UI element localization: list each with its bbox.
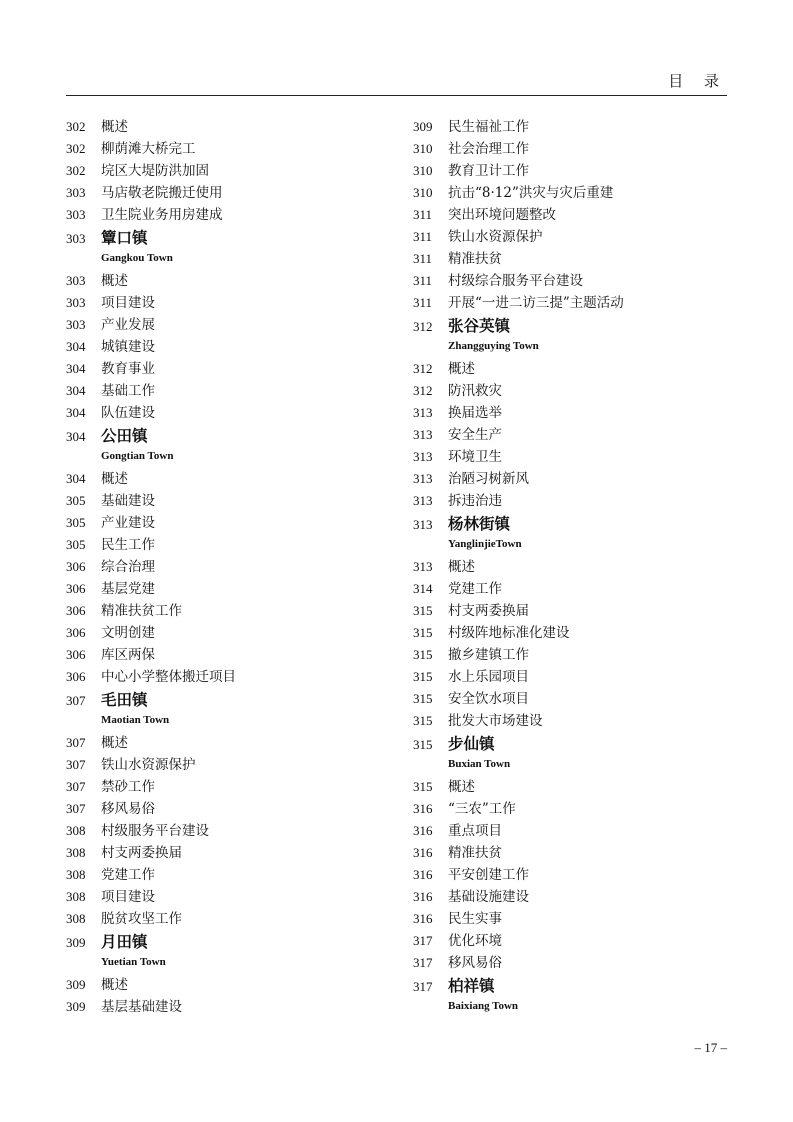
toc-page-number: 308 (66, 867, 86, 882)
toc-entry-title: 基础建设 (101, 493, 155, 509)
toc-page-number: 309 (66, 935, 86, 950)
toc-page-number: 303 (66, 317, 86, 332)
toc-town-heading[interactable] (66, 226, 366, 250)
toc-entry[interactable] (66, 556, 366, 578)
toc-page-number: 316 (413, 823, 433, 838)
toc-page-number: 309 (66, 977, 86, 992)
toc-page-number: 316 (413, 867, 433, 882)
toc-page-number: 304 (66, 429, 86, 444)
toc-entry[interactable] (66, 292, 366, 314)
toc-entry-title: 基层基础建设 (101, 999, 182, 1015)
toc-page-number: 308 (66, 823, 86, 838)
toc-town-heading[interactable] (413, 732, 713, 756)
toc-page-number: 312 (413, 383, 433, 398)
toc-entry-title: 柳荫滩大桥完工 (101, 141, 196, 157)
toc-entry[interactable] (413, 160, 713, 182)
toc-page-number: 308 (66, 911, 86, 926)
toc-page-number: 306 (66, 647, 86, 662)
toc-entry-title: 概述 (448, 361, 475, 377)
toc-page-number: 305 (66, 515, 86, 530)
toc-page-number: 303 (66, 231, 86, 246)
toc-entry-title: 民生实事 (448, 911, 502, 927)
toc-entry[interactable] (66, 798, 366, 820)
toc-entry-title: 社会治理工作 (448, 141, 529, 157)
toc-town-english-name: Yuetian Town (101, 956, 166, 968)
toc-town-name: 张谷英镇 (448, 317, 511, 335)
toc-entry[interactable] (413, 666, 713, 688)
toc-page-number: 316 (413, 911, 433, 926)
toc-entry[interactable] (413, 842, 713, 864)
toc-entry[interactable] (413, 424, 713, 446)
toc-page-number: 313 (413, 405, 433, 420)
toc-town-name: 公田镇 (101, 427, 148, 445)
toc-entry-title: 城镇建设 (101, 339, 155, 355)
toc-page-number: 304 (66, 361, 86, 376)
toc-page-number: 313 (413, 449, 433, 464)
toc-entry[interactable] (66, 754, 366, 776)
toc-entry[interactable] (66, 336, 366, 358)
toc-town-name: 簟口镇 (101, 229, 148, 247)
toc-entry[interactable] (66, 776, 366, 798)
toc-entry-title: 中心小学整体搬迁项目 (101, 669, 236, 685)
toc-entry[interactable] (413, 490, 713, 512)
toc-entry-title: 综合治理 (101, 559, 155, 575)
toc-entry-title: 铁山水资源保护 (448, 229, 543, 245)
toc-entry-title: 垸区大堤防洪加固 (101, 163, 209, 179)
toc-page-number: 313 (413, 559, 433, 574)
toc-entry[interactable] (66, 380, 366, 402)
toc-entry-title: 重点项目 (448, 823, 502, 839)
toc-entry-title: 优化环境 (448, 933, 502, 949)
toc-page-number: 302 (66, 119, 86, 134)
toc-page-number: 313 (413, 471, 433, 486)
toc-entry-title: 产业建设 (101, 515, 155, 531)
toc-town-heading[interactable] (66, 688, 366, 712)
toc-entry[interactable] (413, 578, 713, 600)
toc-entry[interactable] (413, 776, 713, 798)
toc-town-name: 步仙镇 (448, 735, 495, 753)
toc-entry[interactable] (413, 446, 713, 468)
toc-town-english-name: YanglinjieTown (448, 538, 522, 550)
toc-page-number: 311 (413, 229, 433, 244)
toc-page-number: 306 (66, 581, 86, 596)
toc-entry-title: 批发大市场建设 (448, 713, 543, 729)
toc-page-number: 307 (66, 801, 86, 816)
toc-entry-title: 队伍建设 (101, 405, 155, 421)
toc-entry-title: 拆违治违 (448, 493, 502, 509)
toc-entry-title: 概述 (101, 735, 128, 751)
toc-entry-title: 产业发展 (101, 317, 155, 333)
toc-entry[interactable] (413, 204, 713, 226)
toc-page-number: 314 (413, 581, 433, 596)
toc-entry-title: 撤乡建镇工作 (448, 647, 529, 663)
toc-entry[interactable] (66, 622, 366, 644)
toc-entry-title: 概述 (448, 779, 475, 795)
toc-page-number: 317 (413, 933, 433, 948)
toc-entry[interactable] (66, 578, 366, 600)
toc-entry[interactable] (66, 160, 366, 182)
toc-entry-title: 突出环境问题整改 (448, 207, 556, 223)
toc-page-number: 315 (413, 779, 433, 794)
toc-entry[interactable] (413, 600, 713, 622)
toc-left-column (66, 116, 366, 1018)
toc-page-number: 317 (413, 979, 433, 994)
toc-entry-title: 精准扶贫 (448, 251, 502, 267)
toc-page-number: 308 (66, 889, 86, 904)
toc-town-name: 月田镇 (101, 933, 148, 951)
toc-entry[interactable] (66, 974, 366, 996)
toc-entry-title: 治陋习树新风 (448, 471, 529, 487)
toc-entry[interactable] (413, 380, 713, 402)
toc-entry-title: 换届选举 (448, 405, 502, 421)
toc-entry-title: 平安创建工作 (448, 867, 529, 883)
toc-page-number: 311 (413, 295, 433, 310)
toc-page-number: 306 (66, 625, 86, 640)
toc-page-number: 315 (413, 713, 433, 728)
toc-entry[interactable] (413, 864, 713, 886)
toc-page-number: 310 (413, 185, 433, 200)
toc-entry-title: 概述 (448, 559, 475, 575)
toc-entry[interactable] (66, 116, 366, 138)
toc-entry-title: 马店敬老院搬迁使用 (101, 185, 223, 201)
toc-town-english-name: Maotian Town (101, 714, 170, 726)
toc-page-number: 307 (66, 693, 86, 708)
toc-town-english-name: Gangkou Town (101, 252, 173, 264)
toc-town-english-name: Zhangguying Town (448, 340, 539, 352)
toc-page-number: 312 (413, 319, 433, 334)
toc-entry[interactable] (66, 468, 366, 490)
toc-entry-title: 文明创建 (101, 625, 155, 641)
toc-entry-title: 卫生院业务用房建成 (101, 207, 223, 223)
toc-entry[interactable] (413, 556, 713, 578)
toc-page-number: 315 (413, 737, 433, 752)
toc-entry-title: 水上乐园项目 (448, 669, 529, 685)
toc-entry-title: 党建工作 (448, 581, 502, 597)
toc-entry-title: 开展“一进二访三提”主题活动 (448, 295, 624, 311)
toc-page-number: 316 (413, 889, 433, 904)
toc-entry-title: 禁砂工作 (101, 779, 155, 795)
toc-page-number: 304 (66, 405, 86, 420)
toc-entry[interactable] (413, 116, 713, 138)
toc-page-number: 310 (413, 141, 433, 156)
toc-entry[interactable] (66, 908, 366, 930)
toc-entry[interactable] (66, 204, 366, 226)
toc-entry-title: 概述 (101, 977, 128, 993)
toc-entry-title: 基础工作 (101, 383, 155, 399)
toc-entry-title: 概述 (101, 119, 128, 135)
toc-page-number: 313 (413, 517, 433, 532)
toc-entry-title: 铁山水资源保护 (101, 757, 196, 773)
toc-entry-title: 村级服务平台建设 (101, 823, 209, 839)
toc-entry[interactable] (66, 270, 366, 292)
toc-entry-title: 项目建设 (101, 295, 155, 311)
toc-page-number: 306 (66, 559, 86, 574)
toc-entry-title: 村支两委换届 (448, 603, 529, 619)
toc-entry-title: 精准扶贫工作 (101, 603, 182, 619)
toc-entry-title: 项目建设 (101, 889, 155, 905)
toc-town-name: 毛田镇 (101, 691, 148, 709)
toc-page-number: 306 (66, 669, 86, 684)
toc-entry[interactable] (66, 314, 366, 336)
toc-town-name: 杨林街镇 (448, 515, 511, 533)
toc-entry-title: 移风易俗 (101, 801, 155, 817)
toc-entry-title: 党建工作 (101, 867, 155, 883)
toc-page-number: 304 (66, 383, 86, 398)
toc-entry-title: 教育事业 (101, 361, 155, 377)
toc-page-number: 303 (66, 207, 86, 222)
page-number: – 17 – (694, 1040, 727, 1055)
header-rule (66, 95, 727, 96)
toc-page-number: 309 (413, 119, 433, 134)
toc-page-number: 303 (66, 295, 86, 310)
toc-page-number: 304 (66, 339, 86, 354)
toc-page-number: 315 (413, 625, 433, 640)
toc-entry[interactable] (413, 402, 713, 424)
toc-page-number: 315 (413, 603, 433, 618)
toc-entry[interactable] (413, 468, 713, 490)
toc-entry[interactable] (66, 358, 366, 380)
toc-entry-title: 基础设施建设 (448, 889, 529, 905)
toc-entry[interactable] (413, 886, 713, 908)
toc-entry-title: 教育卫计工作 (448, 163, 529, 179)
toc-town-english-name: Baixiang Town (448, 1000, 519, 1012)
toc-entry[interactable] (66, 820, 366, 842)
toc-page-number: 307 (66, 757, 86, 772)
toc-entry[interactable] (66, 600, 366, 622)
toc-entry[interactable] (413, 182, 713, 204)
toc-entry-title: 库区两保 (101, 647, 155, 663)
toc-town-heading[interactable] (413, 974, 713, 998)
toc-entry[interactable] (413, 930, 713, 952)
toc-town-english-name: Buxian Town (448, 758, 511, 770)
toc-page-number: 305 (66, 537, 86, 552)
toc-entry-title: 概述 (101, 273, 128, 289)
toc-entry[interactable] (66, 666, 366, 688)
toc-town-name: 柏祥镇 (448, 977, 495, 995)
toc-page-number: 308 (66, 845, 86, 860)
toc-entry-title: 抗击“8·12”洪灾与灾后重建 (448, 185, 614, 201)
toc-page-number: 315 (413, 669, 433, 684)
toc-page-number: 316 (413, 845, 433, 860)
toc-entry-title: 环境卫生 (448, 449, 502, 465)
toc-right-column (413, 116, 713, 1018)
toc-entry[interactable] (66, 842, 366, 864)
toc-entry[interactable] (413, 622, 713, 644)
toc-town-heading[interactable] (413, 314, 713, 338)
toc-entry-title: 村级综合服务平台建设 (448, 273, 583, 289)
toc-entry[interactable] (413, 358, 713, 380)
toc-entry[interactable] (66, 886, 366, 908)
toc-page-number: 317 (413, 955, 433, 970)
toc-entry-title: 概述 (101, 471, 128, 487)
toc-entry[interactable] (66, 512, 366, 534)
toc-entry[interactable] (413, 710, 713, 732)
toc-page-number: 302 (66, 141, 86, 156)
toc-entry[interactable] (413, 292, 713, 314)
toc-entry[interactable] (413, 798, 713, 820)
toc-entry[interactable] (413, 270, 713, 292)
toc-page-number: 305 (66, 493, 86, 508)
toc-page-number: 315 (413, 647, 433, 662)
toc-entry[interactable] (66, 490, 366, 512)
toc-entry[interactable] (66, 732, 366, 754)
toc-page-number: 303 (66, 185, 86, 200)
toc-page-number: 303 (66, 273, 86, 288)
toc-entry-title: 基层党建 (101, 581, 155, 597)
toc-page-number: 313 (413, 427, 433, 442)
toc-page-number: 310 (413, 163, 433, 178)
toc-town-heading[interactable] (413, 512, 713, 536)
toc-entry-title: 精准扶贫 (448, 845, 502, 861)
toc-entry-title: 村支两委换届 (101, 845, 182, 861)
toc-page-number: 304 (66, 471, 86, 486)
toc-entry[interactable] (66, 864, 366, 886)
toc-entry-title: 移风易俗 (448, 955, 502, 971)
toc-page-number: 312 (413, 361, 433, 376)
toc-entry-title: 村级阵地标准化建设 (448, 625, 570, 641)
toc-entry[interactable] (66, 534, 366, 556)
toc-page-number: 311 (413, 207, 433, 222)
toc-page-number: 306 (66, 603, 86, 618)
toc-entry[interactable] (413, 820, 713, 842)
toc-town-english-name: Gongtian Town (101, 450, 174, 462)
toc-entry[interactable] (413, 688, 713, 710)
toc-entry[interactable] (413, 644, 713, 666)
toc-entry-title: 脱贫攻坚工作 (101, 911, 182, 927)
toc-entry[interactable] (66, 402, 366, 424)
toc-entry[interactable] (413, 138, 713, 160)
toc-town-heading[interactable] (66, 424, 366, 448)
toc-entry[interactable] (413, 248, 713, 270)
running-header-title: 目 录 (668, 72, 727, 90)
toc-page-number: 313 (413, 493, 433, 508)
toc-page-number: 307 (66, 735, 86, 750)
toc-entry[interactable] (413, 226, 713, 248)
toc-page-number: 311 (413, 251, 433, 266)
toc-entry[interactable] (66, 182, 366, 204)
toc-entry[interactable] (66, 138, 366, 160)
toc-entry[interactable] (413, 908, 713, 930)
toc-entry-title: 民生福祉工作 (448, 119, 529, 135)
toc-page-number: 311 (413, 273, 433, 288)
toc-entry-title: 民生工作 (101, 537, 155, 553)
toc-entry[interactable] (66, 996, 366, 1018)
toc-page-number: 302 (66, 163, 86, 178)
toc-entry-title: 安全生产 (448, 427, 502, 443)
toc-page-number: 307 (66, 779, 86, 794)
toc-page-number: 315 (413, 691, 433, 706)
toc-entry-title: “三农”工作 (448, 801, 516, 817)
toc-page-number: 309 (66, 999, 86, 1014)
toc-entry[interactable] (413, 952, 713, 974)
toc-town-heading[interactable] (66, 930, 366, 954)
toc-entry[interactable] (66, 644, 366, 666)
toc-entry-title: 安全饮水项目 (448, 691, 529, 707)
toc-page-number: 316 (413, 801, 433, 816)
toc-entry-title: 防汛救灾 (448, 383, 502, 399)
